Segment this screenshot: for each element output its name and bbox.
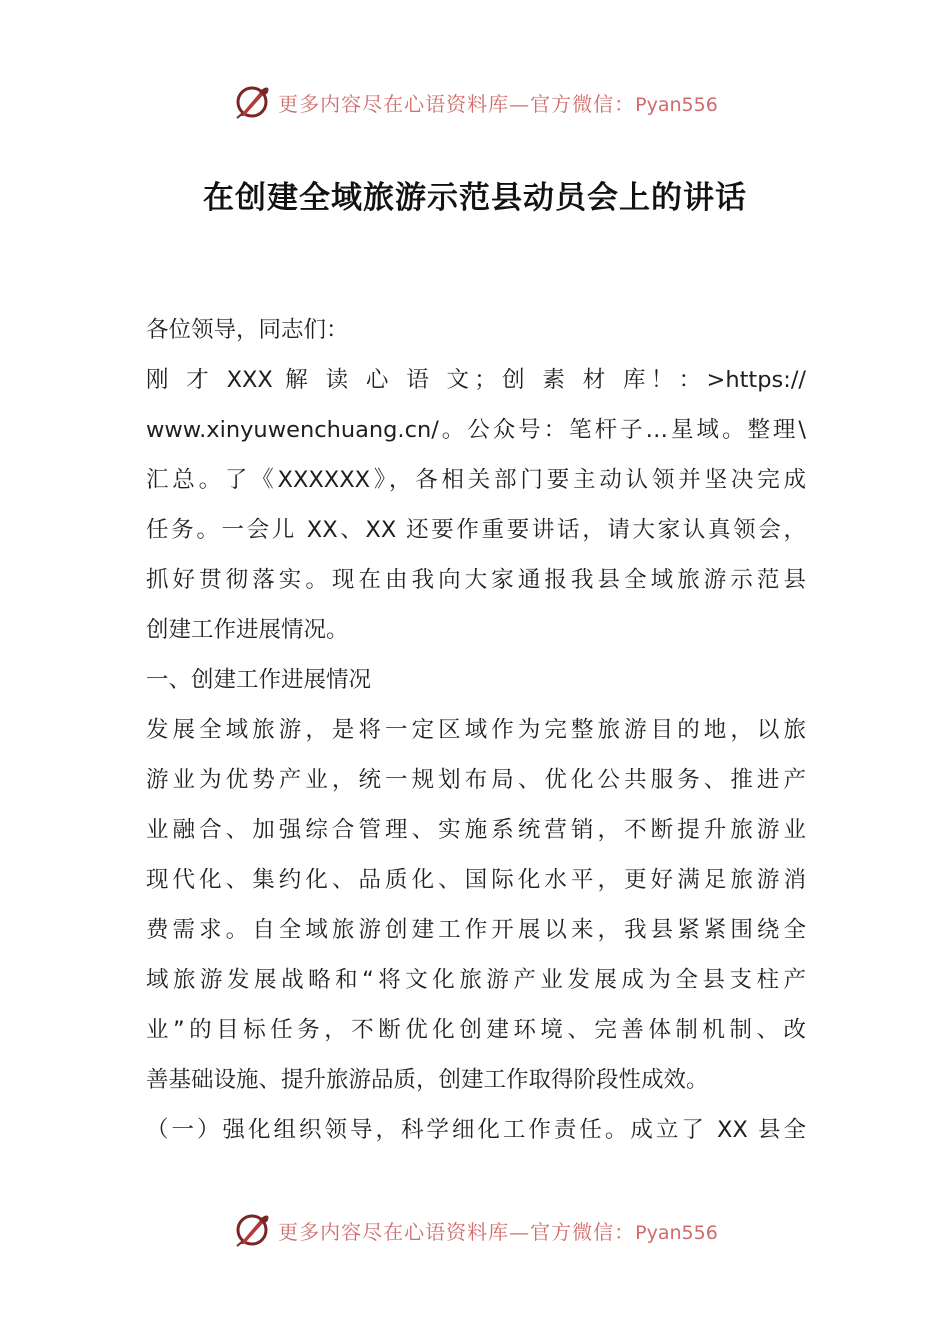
banner-text: [278, 1216, 718, 1245]
banner-wechat-id: Pyan556: [635, 93, 718, 116]
quill-pen-logo-icon: [232, 82, 272, 122]
banner-slogan: 更多内容尽在心语资料库—官方微信：: [278, 91, 636, 116]
header-watermark-banner: [0, 80, 950, 124]
banner-slogan: 更多内容尽在心语资料库—官方微信：: [278, 1219, 636, 1244]
quill-pen-logo-icon: [232, 1210, 272, 1250]
body-line: 善基础设施、提升旅游品质，创建工作取得阶段性成效。: [146, 1067, 709, 1093]
body-line: 现代化、集约化、品质化、国际化水平，更好满足旅游消: [146, 867, 806, 893]
banner-text: [278, 88, 718, 117]
body-line: 域旅游发展战略和“将文化旅游产业发展成为全县支柱产: [146, 967, 806, 993]
body-line: 发展全域旅游，是将一定区域作为完整旅游目的地，以旅: [146, 717, 806, 743]
body-line: 业”的目标任务，不断优化创建环境、完善体制机制、改: [146, 1017, 806, 1043]
body-line: （一）强化组织领导，科学细化工作责任。成立了 XX 县全: [146, 1117, 806, 1143]
body-line: www.xinyuwenchuang.cn/。公众号：笔杆子…星域。整理\: [146, 417, 806, 443]
body-line: 各位领导，同志们：: [146, 317, 349, 343]
footer-watermark-banner: [0, 1208, 950, 1252]
body-line: 一、创建工作进展情况: [146, 667, 372, 693]
body-line: 抓好贯彻落实。现在由我向大家通报我县全域旅游示范县: [146, 567, 806, 593]
body-line: 费需求。自全域旅游创建工作开展以来，我县紧紧围绕全: [146, 917, 806, 943]
body-line: 创建工作进展情况。: [146, 617, 349, 643]
body-line: 汇总。了《XXXXXX》，各相关部门要主动认领并坚决完成: [146, 467, 806, 493]
document-body: [146, 305, 806, 1155]
body-line: 任务。一会儿 XX、XX 还要作重要讲话，请大家认真领会，: [146, 517, 806, 543]
banner-wechat-id: Pyan556: [635, 1221, 718, 1244]
body-line: 业融合、加强综合管理、实施系统营销，不断提升旅游业: [146, 817, 806, 843]
body-line: 刚 才 XXX 解 读 心 语 文；创 素 材 库！：>https://: [146, 367, 806, 393]
body-line: 游业为优势产业，统一规划布局、优化公共服务、推进产: [146, 767, 806, 793]
document-title: 在创建全域旅游示范县动员会上的讲话: [203, 180, 747, 216]
